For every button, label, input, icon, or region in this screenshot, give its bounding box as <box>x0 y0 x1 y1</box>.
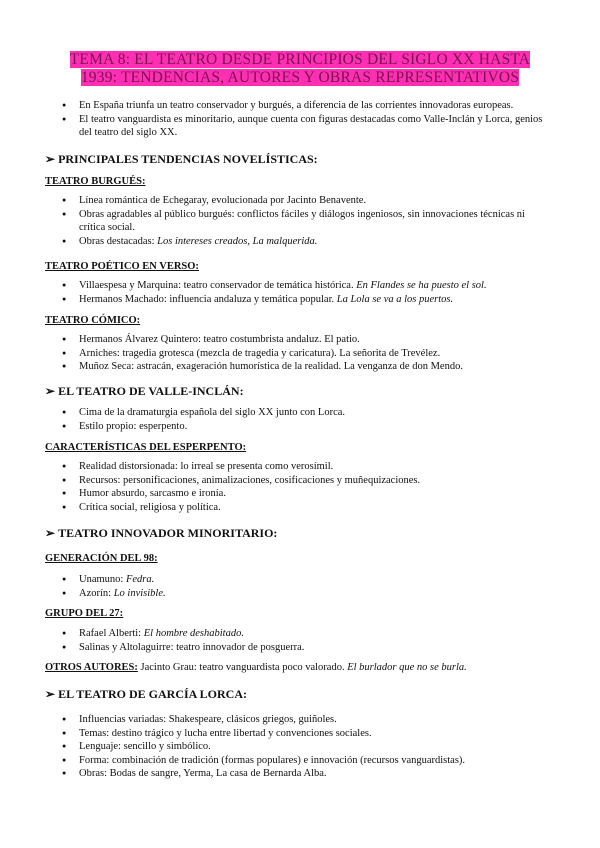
list-item: ● Temas: destino trágico y lucha entre libertad y convenciones sociales. <box>62 727 552 741</box>
otros-autores-label: OTROS AUTORES: <box>45 662 138 673</box>
list-item: ● Obras agradables al público burgués: conflictos fáciles y diálogos ingeniosos, sin innovaciones técnicas ni crítica social. <box>62 208 552 235</box>
subheading-grupo-27: GRUPO DEL 27: <box>45 608 124 619</box>
arrow-icon: ➢ <box>45 152 56 166</box>
work-title: El burlador que no se burla. <box>347 662 467 673</box>
list-item: ● Realidad distorsionada: lo irreal se presenta como verosímil. <box>62 460 552 474</box>
list-item: ● Arniches: tragedia grotesca (mezcla de tragedia y caricatura). La señorita de Trevélez. <box>62 347 552 361</box>
list-item: ● Línea romántica de Echegaray, evolucionada por Jacinto Benavente. <box>62 194 552 208</box>
section-heading-valle-inclan: ➢ EL TEATRO DE VALLE-INCLÁN: <box>45 384 244 398</box>
list-item: ● Hermanos Machado: influencia andaluza y temática popular. La Lola se va a los puertos. <box>62 293 552 307</box>
esperpento-list <box>62 460 552 514</box>
work-title: El hombre deshabitado. <box>143 628 244 639</box>
gen98-list <box>62 573 552 600</box>
poetico-list <box>62 279 552 306</box>
work-title: En Flandes se ha puesto el sol. <box>356 280 487 291</box>
subheading-teatro-comico: TEATRO CÓMICO: <box>45 315 141 326</box>
intro-list <box>62 99 552 140</box>
subheading-generacion-98: GENERACIÓN DEL 98: <box>45 553 158 564</box>
list-item: ● Influencias variadas: Shakespeare, clásicos griegos, guiñoles. <box>62 713 552 727</box>
work-title: Lo invisible. <box>113 587 166 599</box>
list-item: ● Villaespesa y Marquina: teatro conservador de temática histórica. En Flandes se ha puesto el sol. <box>62 279 552 293</box>
arrow-icon: ➢ <box>45 384 56 398</box>
lorca-list <box>62 713 552 781</box>
list-item: ● Unamuno: Fedra. <box>62 573 552 587</box>
work-title: Los intereses creados, La malquerida. <box>157 235 318 247</box>
comico-list <box>62 333 552 374</box>
list-item: ● Forma: combinación de tradición (formas populares) e innovación (recursos vanguardistas). <box>62 754 552 768</box>
list-item: ● Cima de la dramaturgia española del siglo XX junto con Lorca. <box>62 406 552 420</box>
section-heading-innovador: ➢ TEATRO INNOVADOR MINORITARIO: <box>45 526 278 540</box>
work-title: La Lola se va a los puertos. <box>336 293 454 305</box>
arrow-icon: ➢ <box>45 526 56 540</box>
arrow-icon: ➢ <box>45 687 56 701</box>
list-item: ● Estilo propio: esperpento. <box>62 420 552 434</box>
list-item: ● Azorín: Lo invisible. <box>62 587 552 601</box>
list-item: ● Muñoz Seca: astracán, exageración humorística de la realidad. La venganza de don Mendo. <box>62 360 552 374</box>
list-item: ● Salinas y Altolaguirre: teatro innovador de posguerra. <box>62 641 552 655</box>
list-item: ● En España triunfa un teatro conservador y burgués, a diferencia de las corrientes innovadoras europeas. <box>62 99 552 113</box>
list-item: ● Crítica social, religiosa y política. <box>62 501 552 515</box>
section-heading-tendencias: ➢ PRINCIPALES TENDENCIAS NOVELÍSTICAS: <box>45 152 318 166</box>
document-title <box>50 51 550 87</box>
list-item: ● Lenguaje: sencillo y simbólico. <box>62 740 552 754</box>
list-item: ● Hermanos Álvarez Quintero: teatro costumbrista andaluz. El patio. <box>62 333 552 347</box>
work-title: Fedra. <box>125 574 155 585</box>
list-item: ● El teatro vanguardista es minoritario, aunque cuenta con figuras destacadas como Valle-Inclán y Lorca, genios del teatro del siglo XX. <box>62 113 552 140</box>
subheading-esperpento: CARACTERÍSTICAS DEL ESPERPENTO: <box>45 442 247 453</box>
otros-autores-line: OTROS AUTORES: Jacinto Grau: teatro vanguardista poco valorado. El burlador que no se burla. <box>45 662 467 673</box>
list-item: ● Rafael Alberti: El hombre deshabitado. <box>62 627 552 641</box>
grupo27-list <box>62 627 552 654</box>
list-item: ● Obras: Bodas de sangre, Yerma, La casa de Bernarda Alba. <box>62 767 552 781</box>
title-line-2: 1939: TENDENCIAS, AUTORES Y OBRAS REPRESENTATIVOS <box>80 69 520 86</box>
section-heading-garcia-lorca: ➢ EL TEATRO DE GARCÍA LORCA: <box>45 687 247 701</box>
title-line-1: TEMA 8: EL TEATRO DESDE PRINCIPIOS DEL SIGLO XX HASTA <box>69 51 531 68</box>
list-item: ● Obras destacadas: Los intereses creados, La malquerida. <box>62 235 552 249</box>
list-item: ● Humor absurdo, sarcasmo e ironía. <box>62 487 552 501</box>
subheading-teatro-burgues: TEATRO BURGUÉS: <box>45 176 146 187</box>
valle-inclan-list <box>62 406 552 433</box>
subheading-teatro-poetico: TEATRO POÉTICO EN VERSO: <box>45 261 199 272</box>
burgues-list <box>62 194 552 248</box>
list-item: ● Recursos: personificaciones, animalizaciones, cosificaciones y muñequizaciones. <box>62 474 552 488</box>
